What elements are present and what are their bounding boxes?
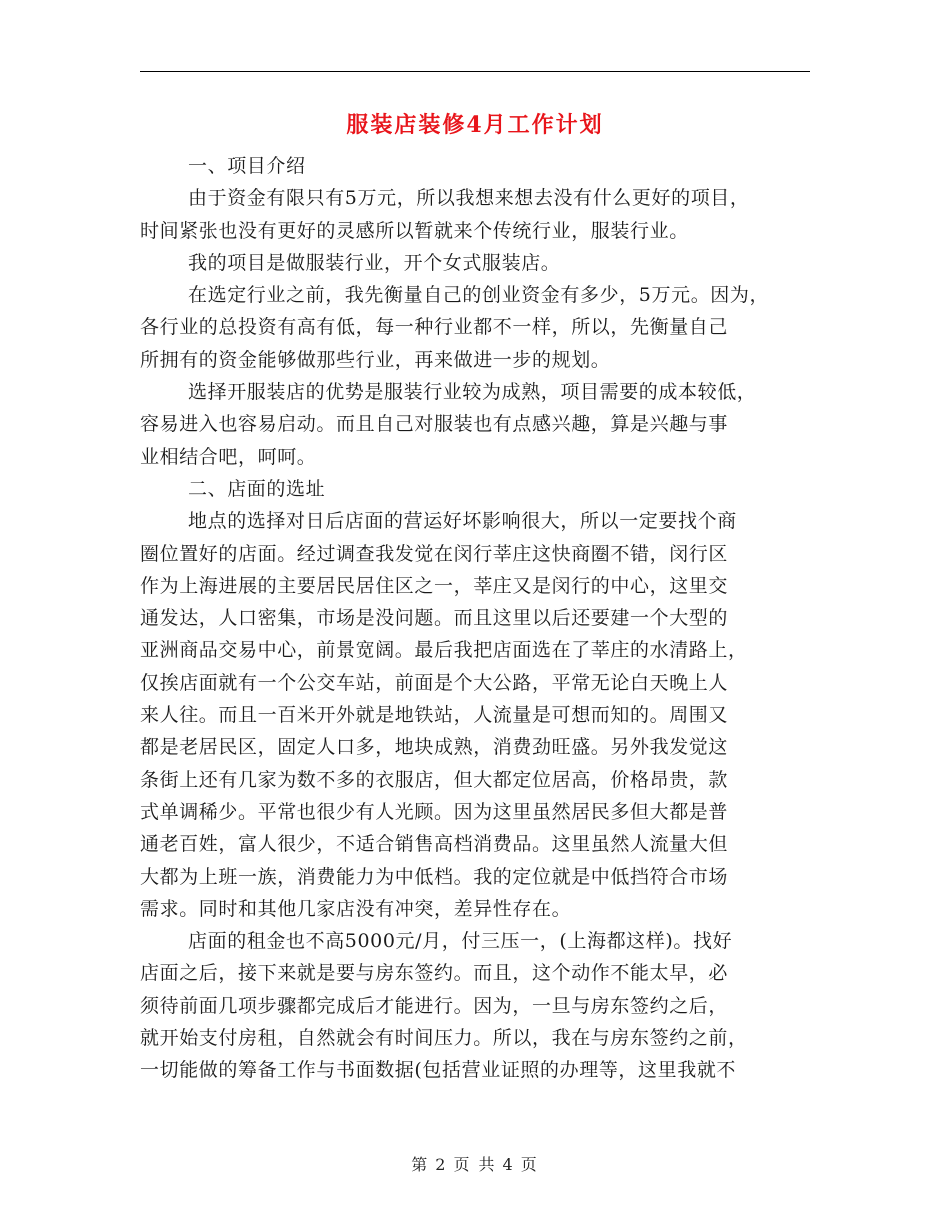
text-line: 式单调稀少。平常也很少有人光顾。因为这里虽然居民多但大都是普 [140, 800, 729, 823]
text-line: 二、店面的选址 [188, 477, 326, 500]
footer-total-pages: 4 [502, 1155, 515, 1174]
document-title: 服装店装修4月工作计划 [346, 112, 604, 138]
text-line: 作为上海进展的主要居民居住区之一，莘庄又是闵行的中心，这里交 [140, 574, 729, 597]
header-rule [140, 71, 810, 72]
text-line: 由于资金有限只有5万元，所以我想来想去没有什么更好的项目， [188, 187, 750, 210]
text-line: 店面的租金也不高5000元/月，付三压一，(上海都这样)。找好 [188, 930, 733, 953]
footer-middle: 页 共 [453, 1155, 497, 1174]
footer-current-page: 2 [435, 1155, 448, 1174]
text-line: 所拥有的资金能够做那些行业，再来做进一步的规划。 [140, 348, 611, 371]
text-line: 选择开服装店的优势是服装行业较为成熟，项目需要的成本较低， [188, 381, 757, 404]
text-line: 地点的选择对日后店面的营运好坏影响很大，所以一定要找个商 [188, 510, 737, 533]
document-body [140, 150, 820, 1087]
text-line: 一、项目介绍 [188, 155, 306, 177]
text-line: 容易进入也容易启动。而且自己对服装也有点感兴趣，算是兴趣与事 [140, 413, 729, 436]
text-line: 仅挨店面就有一个公交车站，前面是个大公路，平常无论白天晚上人 [140, 671, 729, 694]
text-line: 来人往。而且一百米开外就是地铁站，人流量是可想而知的。周围又 [140, 704, 729, 727]
text-line: 时间紧张也没有更好的灵感所以暂就来个传统行业，服装行业。 [140, 219, 689, 242]
text-line: 需求。同时和其他几家店没有冲突，差异性存在。 [140, 897, 572, 920]
text-line: 就开始支付房租，自然就会有时间压力。所以，我在与房东签约之前， [140, 1027, 748, 1050]
text-line: 通老百姓，富人很少，不适合销售高档消费品。这里虽然人流量大但 [140, 833, 729, 856]
text-line: 我的项目是做服装行业，开个女式服装店。 [188, 251, 561, 274]
text-line: 大都为上班一族，消费能力为中低档。我的定位就是中低挡符合市场 [140, 865, 729, 888]
text-line: 各行业的总投资有高有低，每一种行业都不一样，所以，先衡量自己 [140, 316, 729, 339]
text-line: 业相结合吧，呵呵。 [140, 445, 317, 468]
text-line: 亚洲商品交易中心，前景宽阔。最后我把店面选在了莘庄的水清路上， [140, 639, 748, 662]
text-line: 通发达，人口密集，市场是没问题。而且这里以后还要建一个大型的 [140, 607, 729, 630]
footer-suffix: 页 [520, 1155, 539, 1174]
text-line: 须待前面几项步骤都完成后才能进行。因为，一旦与房东签约之后， [140, 994, 729, 1017]
footer-prefix: 第 [411, 1155, 430, 1174]
text-line: 在选定行业之前，我先衡量自己的创业资金有多少，5万元。因为， [188, 284, 770, 307]
page-footer [0, 1152, 950, 1175]
text-line: 一切能做的筹备工作与书面数据(包括营业证照的办理等，这里我就不 [140, 1059, 737, 1082]
text-line: 条街上还有几家为数不多的衣服店，但大都定位居高，价格昂贵，款 [140, 768, 729, 791]
text-line: 都是老居民区，固定人口多，地块成熟，消费劲旺盛。另外我发觉这 [140, 736, 729, 759]
text-line: 圈位置好的店面。经过调查我发觉在闵行莘庄这快商圈不错，闵行区 [140, 542, 729, 565]
text-line: 店面之后，接下来就是要与房东签约。而且，这个动作不能太早，必 [140, 962, 729, 985]
